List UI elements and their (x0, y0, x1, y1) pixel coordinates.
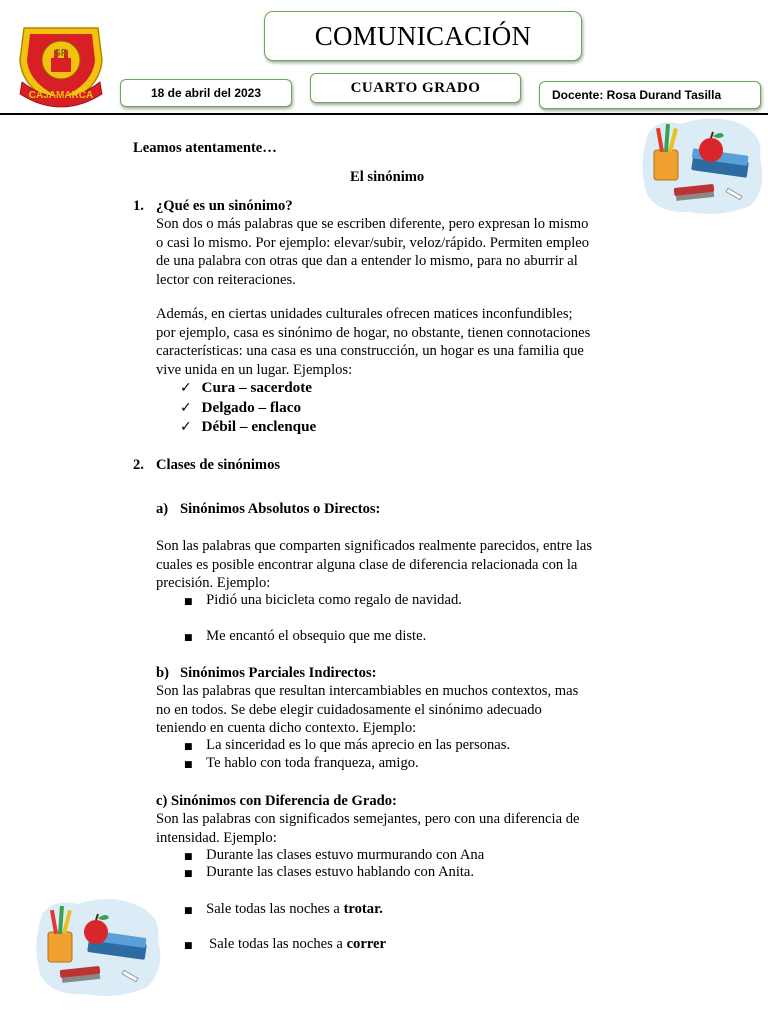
text-line: de una palabra con otras que dan a entender lo mismo, para no aburrir al (156, 253, 578, 270)
list-item-text: Débil – enclenque (201, 418, 317, 435)
text-line: intensidad. Ejemplo: (156, 829, 277, 846)
text-line: o casi lo mismo. Por ejemplo: elevar/subir, veloz/rápido. Permiten empleo (156, 234, 590, 251)
text-line: lector con reiteraciones. (156, 271, 296, 288)
paragraph (156, 305, 658, 379)
list-item-emphasis: trotar. (343, 901, 383, 917)
list-item-text: Pidió una bicicleta como regalo de navidad. (206, 592, 462, 608)
list-item (180, 418, 316, 437)
list-item-text: Sale todas las noches a (206, 901, 344, 917)
paragraph (156, 537, 658, 593)
bullet-icon: ■ (184, 906, 193, 916)
subsection-label: a) (156, 501, 169, 517)
list-item-text: Durante las clases estuvo hablando con Anita. (206, 864, 475, 880)
text-line: no en todos. Se debe elegir cuidadosamente el sinónimo adecuado (156, 701, 542, 718)
section-heading: El sinónimo (350, 169, 425, 185)
text-line: precisión. Ejemplo: (156, 575, 271, 592)
grade-label: CUARTO GRADO (310, 73, 521, 103)
list-item-text: Durante las clases estuvo murmurando con Ana (206, 847, 485, 863)
text-line: por ejemplo, casa es sinónimo de hogar, no obstante, tienen connotaciones (156, 324, 591, 341)
intro-text: Leamos atentamente… (133, 140, 277, 156)
bullet-icon: ■ (184, 941, 193, 951)
list-item-text: Te hablo con toda franqueza, amigo. (206, 755, 419, 771)
bullet-icon: ■ (184, 742, 193, 752)
bullet-icon: ■ (184, 633, 193, 643)
section-title: Clases de sinónimos (156, 457, 281, 473)
list-item (184, 900, 383, 921)
bullet-icon: ■ (184, 597, 193, 607)
date-label: 18 de abril del 2023 (120, 79, 292, 107)
logo-text: CAJAMARCA (28, 90, 94, 101)
list-item-text: Delgado – flaco (201, 399, 302, 416)
list-item (180, 379, 312, 398)
list-item (180, 399, 301, 418)
paragraph (156, 682, 658, 738)
text-line: Además, en ciertas unidades culturales ofrecen matices inconfundibles; (156, 306, 573, 322)
text-line: vive unida en un lugar. Ejemplos: (156, 361, 353, 378)
text-line: Son las palabras que resultan intercambiables en muchos contextos, mas (156, 683, 579, 699)
list-item (184, 591, 462, 612)
text-line: características: una casa es una construcción, un hogar es una familia que (156, 343, 584, 360)
text-line: teniendo en cuenta dicho contexto. Ejemplo: (156, 720, 417, 737)
list-item-emphasis: correr (346, 936, 386, 952)
school-supplies-clipart-icon (34, 896, 166, 998)
list-item (184, 627, 426, 648)
paragraph (156, 810, 658, 847)
section-title: ¿Qué es un sinónimo? (156, 198, 293, 214)
list-item-text: Cura – sacerdote (201, 379, 313, 396)
section-number: 2. (133, 457, 144, 473)
text-line: Son las palabras que comparten significados realmente parecidos, entre las (156, 538, 593, 554)
text-line: Son las palabras con significados semejantes, pero con una diferencia de (156, 811, 580, 827)
page-title: COMUNICACIÓN (264, 11, 582, 61)
list-item (184, 754, 419, 775)
list-item-text: La sinceridad es lo que más aprecio en las personas. (206, 737, 511, 753)
teacher-label: Docente: Rosa Durand Tasilla (539, 81, 761, 109)
text-line: cuales es posible encontrar alguna clase de diferencia relacionada con la (156, 556, 578, 573)
list-item-text: Sale todas las noches a (209, 936, 347, 952)
checkmark-icon: ✓ (180, 419, 192, 435)
subsection-title: Sinónimos Parciales Indirectos: (180, 665, 377, 681)
school-logo (14, 20, 108, 110)
section-number: 1. (133, 198, 144, 214)
checkmark-icon: ✓ (180, 400, 192, 416)
subsection-title: c) Sinónimos con Diferencia de Grado: (156, 793, 397, 809)
bullet-icon: ■ (184, 869, 193, 879)
bullet-icon: ■ (184, 760, 193, 770)
paragraph (156, 215, 658, 289)
school-supplies-clipart-icon (640, 114, 768, 218)
subsection-title: Sinónimos Absolutos o Directos: (180, 501, 381, 517)
list-item-text: Me encantó el obsequio que me diste. (206, 628, 427, 644)
list-item (184, 863, 474, 884)
subsection-label: b) (156, 665, 169, 681)
logo-monogram: SR (54, 48, 68, 59)
list-item (184, 935, 386, 956)
text-line: Son dos o más palabras que se escriben diferente, pero expresan lo mismo (156, 216, 589, 232)
checkmark-icon: ✓ (180, 380, 192, 396)
bullet-icon: ■ (184, 852, 193, 862)
